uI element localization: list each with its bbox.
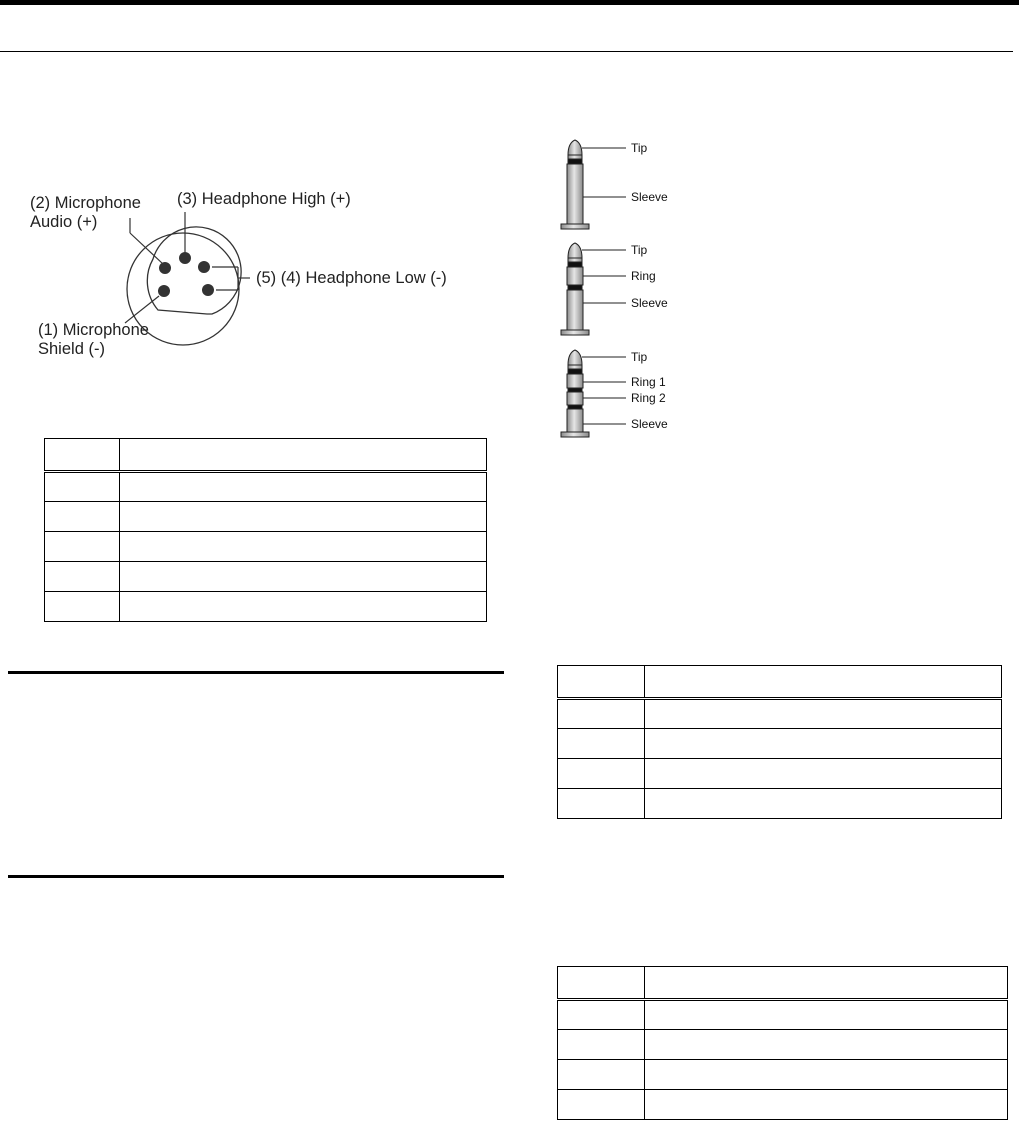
table-cell (645, 1000, 1008, 1030)
plug2-tip-label: Tip (631, 243, 648, 257)
table-row (558, 1030, 1008, 1060)
plug3-tip-label: Tip (631, 350, 648, 364)
trs-table-2 (557, 966, 1008, 1120)
table-header-cell (645, 967, 1008, 1000)
table-cell (45, 532, 120, 562)
section-rule (8, 671, 504, 674)
label-headphone-high: (3) Headphone High (+) (177, 190, 351, 208)
table-cell (558, 1090, 645, 1120)
plug-3-conductor (561, 243, 626, 335)
table-header-cell (558, 666, 645, 699)
table-cell (645, 1060, 1008, 1090)
table-cell (120, 472, 487, 502)
table-row (45, 562, 487, 592)
table-row (558, 1000, 1008, 1030)
table-cell (45, 562, 120, 592)
table-cell (645, 699, 1002, 729)
connector-pinout-diagram (20, 180, 500, 380)
label-mic-audio-line1: (2) Microphone (30, 194, 141, 212)
plug1-tip-label: Tip (631, 141, 648, 155)
table-cell (558, 1060, 645, 1090)
plug3-sleeve-label: Sleeve (631, 417, 668, 431)
top-rule (0, 0, 1019, 5)
plug-2-conductor (561, 140, 626, 229)
table-row (45, 532, 487, 562)
table-row (558, 789, 1002, 819)
table-cell (645, 1090, 1008, 1120)
table-row (558, 729, 1002, 759)
table-header-cell (558, 967, 645, 1000)
table-cell (645, 1030, 1008, 1060)
table-cell (645, 789, 1002, 819)
table-header-row (558, 967, 1008, 1000)
table-cell (45, 472, 120, 502)
plug2-ring-label: Ring (631, 269, 656, 283)
pin-4 (202, 284, 214, 296)
table-row (558, 759, 1002, 789)
table-cell (120, 592, 487, 622)
table-cell (120, 502, 487, 532)
table-row (45, 472, 487, 502)
table-cell (558, 1000, 645, 1030)
connector-pin-table (44, 438, 487, 622)
trs-drawing (556, 135, 696, 445)
plug3-ring1-label: Ring 1 (631, 375, 666, 389)
table-row (45, 592, 487, 622)
table-header-row (45, 439, 487, 472)
plug-4-conductor (561, 350, 626, 437)
pin-5 (198, 261, 210, 273)
table-cell (120, 562, 487, 592)
label-headphone-low: (5) (4) Headphone Low (-) (256, 269, 447, 287)
label-mic-audio-line2: Audio (+) (30, 213, 98, 231)
table-row (45, 502, 487, 532)
trs-plug-diagram (556, 135, 696, 445)
table-header-cell (45, 439, 120, 472)
table-row (558, 699, 1002, 729)
pin-1 (158, 285, 170, 297)
table-cell (558, 699, 645, 729)
label-mic-shield-line2: Shield (-) (38, 340, 105, 358)
table-cell (558, 1030, 645, 1060)
section-rule (8, 875, 504, 878)
plug1-sleeve-label: Sleeve (631, 190, 668, 204)
table-cell (45, 592, 120, 622)
trs-table-1 (557, 665, 1002, 819)
table-header-cell (120, 439, 487, 472)
table-row (558, 1090, 1008, 1120)
table-cell (558, 759, 645, 789)
plug3-ring2-label: Ring 2 (631, 391, 666, 405)
pin-3 (179, 252, 191, 264)
table-header-cell (645, 666, 1002, 699)
table-cell (45, 502, 120, 532)
table-cell (645, 729, 1002, 759)
table-cell (120, 532, 487, 562)
plug2-sleeve-label: Sleeve (631, 296, 668, 310)
header-rule (0, 51, 1013, 52)
table-cell (558, 789, 645, 819)
table-cell (558, 729, 645, 759)
table-cell (645, 759, 1002, 789)
table-header-row (558, 666, 1002, 699)
table-row (558, 1060, 1008, 1090)
pin-2 (159, 262, 171, 274)
label-mic-shield-line1: (1) Microphone (38, 321, 149, 339)
